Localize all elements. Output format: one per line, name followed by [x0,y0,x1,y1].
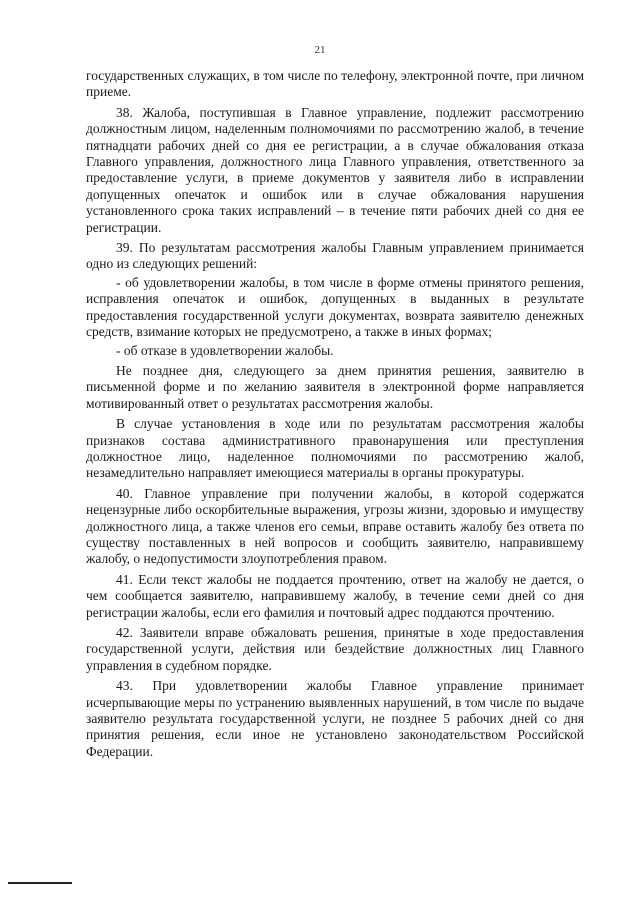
paragraph-42: 42. Заявители вправе обжаловать решения, принятые в ходе предоставления государственной услуги, действия или бездействие должностных лиц Главного управления в судебном порядке. [86,625,584,673]
list-item-refuse: - об отказе в удовлетворении жалобы. [116,342,334,358]
paragraph-continuation: государственных служащих, в том числе по телефону, электронной почте, при личном приеме. [86,68,584,100]
paragraph-40: 40. Главное управление при получении жалобы, в которой содержатся нецензурные либо оскорбительные выражения, угрозы жизни, здоровью и имуществу должностного лица, а также членов его семьи, вправе оставить жалобу без ответа по существу поставленных в ней вопросов и сообщить заявителю, направившему жалобу, о недопустимости злоупотребления правом. [86,485,584,567]
paragraph-38: 38. Жалоба, поступившая в Главное управление, подлежит рассмотрению должностным лицом, наделенным полномочиями по рассмотрению жалоб, в течение пятнадцати рабочих дней со дня ее регистрации, а в случае обжалования отказа Главного управления, должностного лица Главного управления, ответственного за предоставление услуги, в приеме документов у заявителя либо в исправлении допущенных опечаток и ошибок или в случае обжалования нарушения установленного срока таких исправлений – в течение пяти рабочих дней со дня ее регистрации. [86,104,584,235]
paragraph-response-deadline: Не позднее дня, следующего за днем принятия решения, заявителю в письменной форме и по желанию заявителя в электронной форме направляется мотивированный ответ о результатах рассмотрения жалобы. [86,362,584,411]
paragraph-41: 41. Если текст жалобы не поддается прочтению, ответ на жалобу не дается, о чем сообщается заявителю, направившему жалобу, в течение семи дней со дня регистрации жалобы, если его фамилия и почтовый адрес поддаются прочтению. [86,571,584,620]
page-number: 21 [314,44,326,56]
list-item-satisfy: - об удовлетворении жалобы, в том числе в форме отмены принятого решения, исправления опечаток и ошибок, допущенных в выданных в результате предоставления государственной услуги документах, возврата заявителю денежных средств, взимание которых не предусмотрено, а также в иных формах; [86,274,584,340]
paragraph-43: 43. При удовлетворении жалобы Главное управление принимает исчерпывающие меры по устранению выявленных нарушений, в том числе по выдаче заявителю результата государственной услуги, не позднее 5 рабочих дней со дня принятия решения, если иное не установлено законодательством Российской Федерации. [86,678,584,759]
footer-rule [8,882,72,884]
paragraph-39: 39. По результатам рассмотрения жалобы Главным управлением принимается одно из следующих решений: [86,240,584,272]
paragraph-prosecution: В случае установления в ходе или по результатам рассмотрения жалобы признаков состава административного правонарушения или преступления должностное лицо, наделенное полномочиями по рассмотрению жалоб, незамедлительно направляет имеющиеся материалы в органы прокуратуры. [86,416,584,481]
document-body [86,68,584,764]
